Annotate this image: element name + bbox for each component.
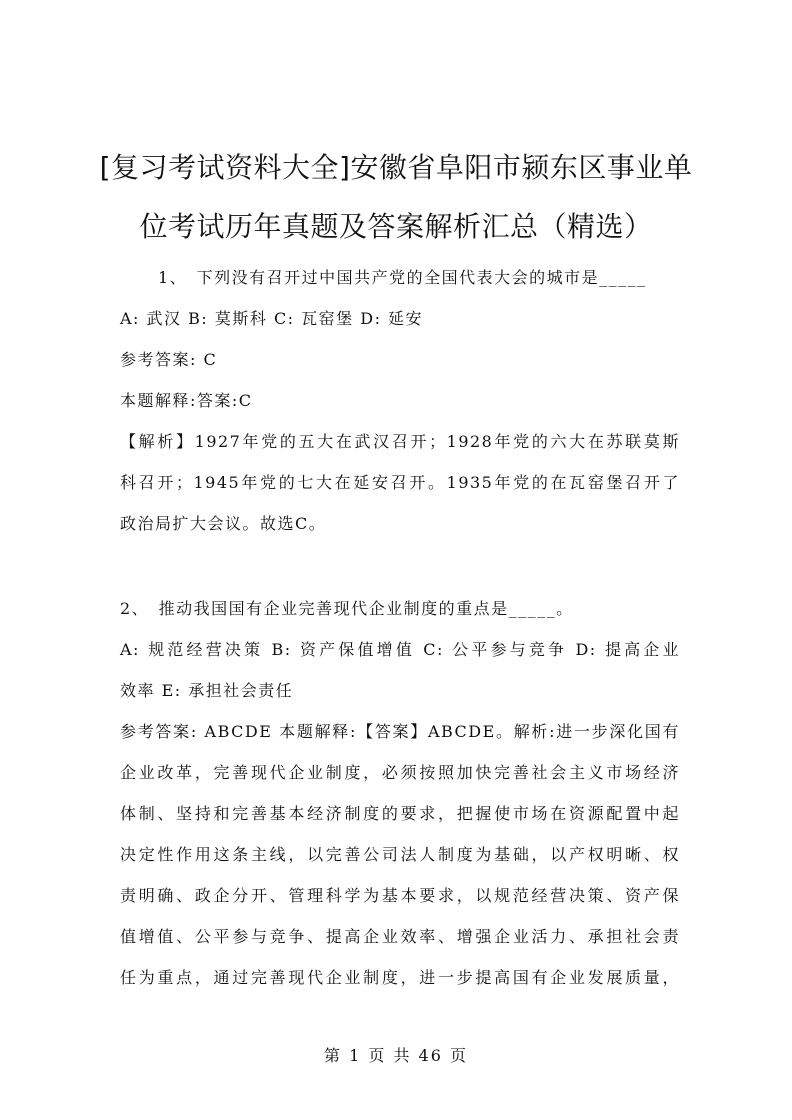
document-title-line-1: [复习考试资料大全]安徽省阜阳市颍东区事业单 (99, 151, 693, 184)
question-2-answer-line-6: 值增值、公平参与竞争、提高企业效率、增强企业活力、承担社会责 (120, 927, 680, 946)
question-1-text: 1、 下列没有召开过中国共产党的全国代表大会的城市是_____ (158, 268, 647, 287)
question-1-analysis-line-2: 科召开；1945年党的七大在延安召开。1935年党的在瓦窑堡召开了 (120, 473, 680, 492)
question-1-answer: 参考答案: C (120, 350, 218, 369)
document-title-line-2: 位考试历年真题及答案解析汇总（精选） (139, 210, 653, 243)
question-2-text: 2、 推动我国国有企业完善现代企业制度的重点是_____。 (120, 599, 574, 618)
question-2-answer-line-7: 任为重点，通过完善现代企业制度，进一步提高国有企业发展质量， (120, 968, 680, 987)
question-1-analysis-line-1: 【解析】1927年党的五大在武汉召开；1928年党的六大在苏联莫斯 (120, 432, 680, 451)
question-2-answer-line-1: 参考答案: ABCDE 本题解释:【答案】ABCDE。解析:进一步深化国有 (120, 722, 680, 741)
page-number-footer: 第 1 页 共 46 页 (324, 1046, 468, 1065)
question-2-options-line-1: A: 规范经营决策 B: 资产保值增值 C: 公平参与竞争 D: 提高企业 (120, 640, 680, 659)
question-1-options: A: 武汉 B: 莫斯科 C: 瓦窑堡 D: 延安 (120, 309, 424, 328)
question-1-analysis-line-3: 政治局扩大会议。故选C。 (120, 514, 327, 533)
question-2-answer-line-2: 企业改革，完善现代企业制度，必须按照加快完善社会主义市场经济 (120, 763, 680, 782)
question-2-answer-line-3: 体制、坚持和完善基本经济制度的要求，把握使市场在资源配置中起 (120, 804, 680, 823)
question-2-answer-line-4: 决定性作用这条主线，以完善公司法人制度为基础，以产权明晰、权 (120, 845, 680, 864)
question-1-explanation-label: 本题解释:答案:C (120, 391, 253, 410)
question-2-options-line-2: 效率 E: 承担社会责任 (120, 681, 294, 700)
question-2-answer-line-5: 责明确、政企分开、管理科学为基本要求，以规范经营决策、资产保 (120, 886, 680, 905)
